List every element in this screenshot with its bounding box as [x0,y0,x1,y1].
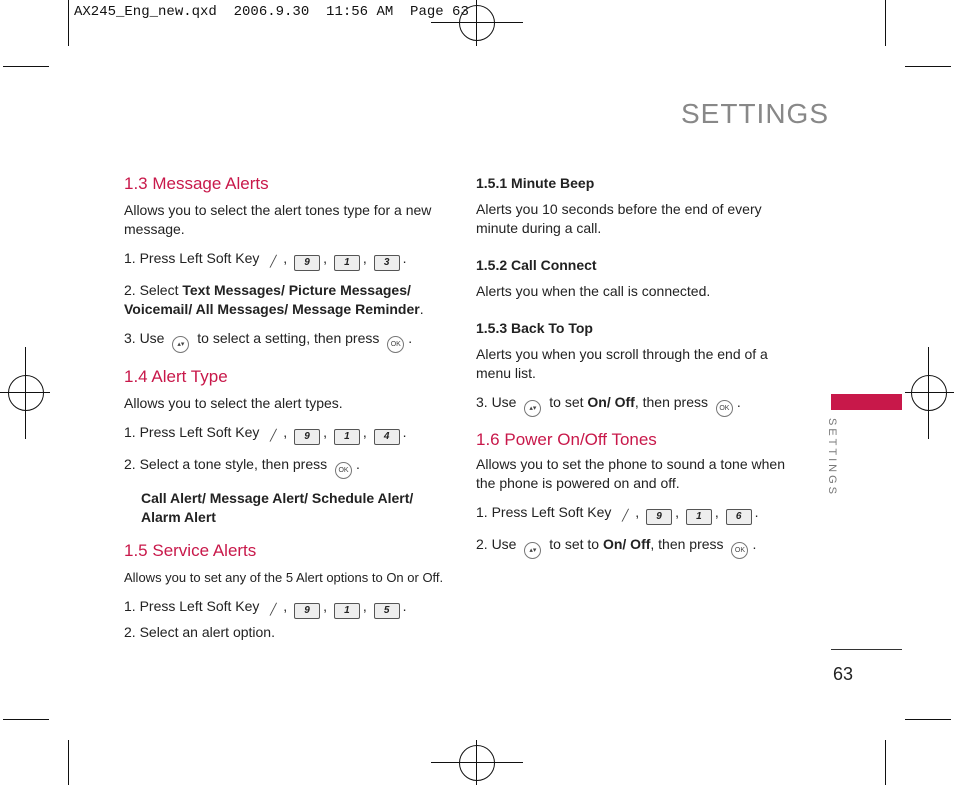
desc-message-alerts: Allows you to select the alert tones type for a new message. [124,202,432,237]
desc-back-to-top: Alerts you when you scroll through the end of a menu list. [476,346,768,381]
page-title: SETTINGS [680,98,829,129]
message-alert-options: Text Messages/ Picture Messages/ Voicemail/ All Messages/ Message Reminder [124,282,420,317]
heading-call-connect: 1.5.2 Call Connect [476,257,597,273]
key-9-icon: 9 [646,509,672,525]
crop-mark [3,719,49,720]
crop-mark [68,0,69,46]
crop-mark [3,66,49,67]
crop-mark [905,66,951,67]
crop-mark [905,719,951,720]
step-message-alerts-2: 2. Select Text Messages/ Picture Messages/ Voicemail/ All Messages/ Message Reminder. [124,282,424,317]
step-alert-type-2: 2. Select a tone style, then press OK . [124,455,454,479]
desc-minute-beep: Alerts you 10 seconds before the end of every minute during a call. [476,201,762,236]
step-message-alerts-3: 3. Use ▴▾ to select a setting, then press OK . [124,329,454,353]
heading-back-to-top: 1.5.3 Back To Top [476,320,593,336]
step-back-to-top-3: 3. Use ▴▾ to set On/ Off, then press OK . [476,393,786,417]
right-column [476,174,786,559]
registration-mark [459,5,495,41]
key-9-icon: 9 [294,255,320,271]
left-soft-key-icon: ╱ [269,604,277,616]
step-service-alerts-2: 2. Select an alert option. [124,624,275,640]
crop-mark [885,0,886,46]
heading-alert-type: 1.4 Alert Type [124,367,228,386]
desc-call-connect: Alerts you when the call is connected. [476,283,711,299]
heading-power-tones: 1.6 Power On/Off Tones [476,430,657,449]
heading-minute-beep: 1.5.1 Minute Beep [476,175,595,191]
registration-mark [911,375,947,411]
section-tab [831,394,902,410]
ok-key-icon: OK [731,542,748,559]
page-number-rule [831,649,902,650]
step-power-tones-1: 1. Press Left Soft Key ╱ , 9 , 1 , 6 . [476,503,786,525]
ok-key-icon: OK [387,336,404,353]
desc-power-tones: Allows you to set the phone to sound a tone when the phone is powered on and off. [476,456,785,491]
ok-key-icon: OK [335,462,352,479]
key-4-icon: 4 [374,429,400,445]
left-column [124,173,454,642]
page-number: 63 [833,664,854,684]
step-alert-type-1: 1. Press Left Soft Key ╱ , 9 , 1 , 4 . [124,423,454,445]
registration-mark [459,745,495,781]
heading-message-alerts: 1.3 Message Alerts [124,174,269,193]
desc-alert-type: Allows you to select the alert types. [124,395,343,411]
key-3-icon: 3 [374,255,400,271]
key-6-icon: 6 [726,509,752,525]
step-message-alerts-1: 1. Press Left Soft Key ╱ , 9 , 1 , 3 . [124,249,454,271]
step-service-alerts-1: 1. Press Left Soft Key ╱ , 9 , 1 , 5 . [124,597,454,619]
key-1-icon: 1 [334,255,360,271]
left-soft-key-icon: ╱ [269,430,277,442]
step-power-tones-2: 2. Use ▴▾ to set to On/ Off, then press OK . [476,535,786,559]
crop-mark [68,740,69,785]
heading-service-alerts: 1.5 Service Alerts [124,541,257,560]
key-9-icon: 9 [294,603,320,619]
key-1-icon: 1 [334,429,360,445]
left-soft-key-icon: ╱ [269,256,277,268]
crop-mark [885,740,886,785]
nav-key-icon: ▴▾ [524,542,541,559]
left-soft-key-icon: ╱ [621,510,629,522]
key-9-icon: 9 [294,429,320,445]
key-1-icon: 1 [686,509,712,525]
registration-mark [8,375,44,411]
key-1-icon: 1 [334,603,360,619]
nav-key-icon: ▴▾ [172,336,189,353]
side-section-label: SETTINGS [826,418,838,498]
desc-service-alerts: Allows you to set any of the 5 Alert options to On or Off. [124,570,444,585]
nav-key-icon: ▴▾ [524,400,541,417]
file-slug: AX245_Eng_new.qxd 2006.9.30 11:56 AM Page 63 [74,4,469,20]
key-5-icon: 5 [374,603,400,619]
alert-type-options: Call Alert/ Message Alert/ Schedule Alert/ Alarm Alert [141,490,414,525]
ok-key-icon: OK [716,400,733,417]
